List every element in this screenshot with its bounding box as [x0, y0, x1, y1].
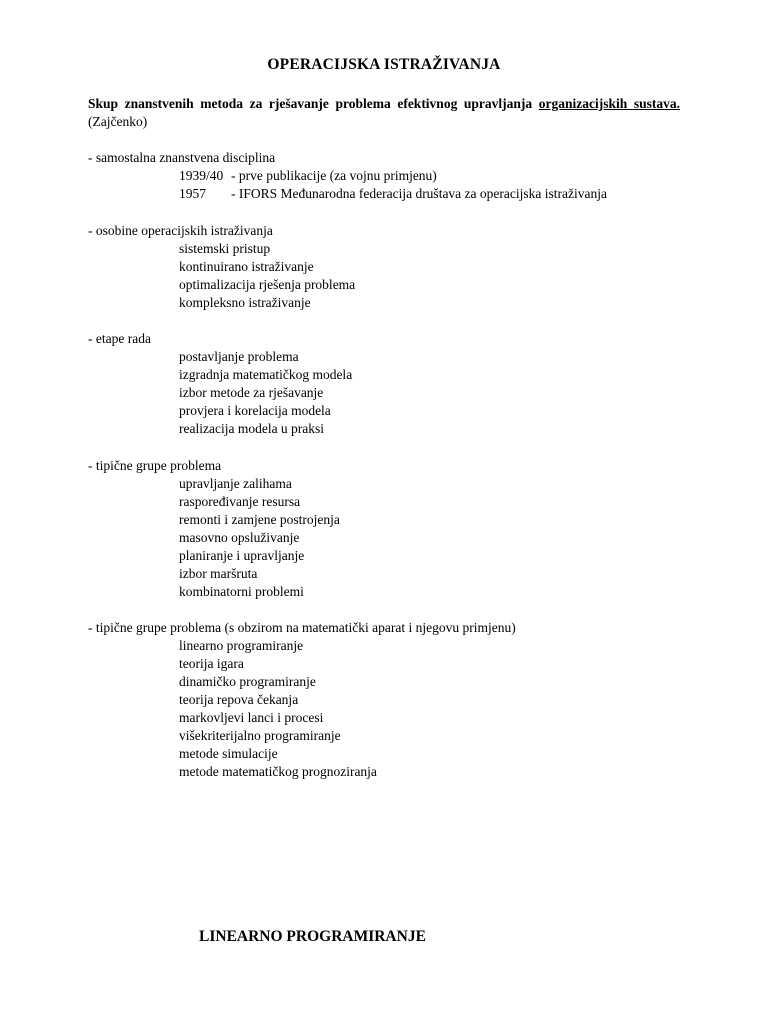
- list-item: markovljevi lanci i procesi: [179, 710, 324, 725]
- list-item: remonti i zamjene postrojenja: [179, 512, 340, 527]
- list-item: upravljanje zalihama: [179, 476, 292, 491]
- list-item: sistemski pristup: [179, 241, 271, 256]
- definition-underlined-text: organizacijskih sustava.: [538, 96, 680, 111]
- list-item: optimalizacija rješenja problema: [179, 277, 356, 292]
- section-heading: - etape rada: [88, 331, 151, 346]
- definition-bold-text: Skup znanstvenih metoda za rješavanje problema efektivnog upravljanja: [88, 96, 533, 111]
- list-item: kontinuirano istraživanje: [179, 259, 314, 274]
- list-item: raspoređivanje resursa: [179, 494, 301, 509]
- list-item: planiranje i upravljanje: [179, 548, 305, 563]
- list-item: linearno programiranje: [179, 638, 304, 653]
- list-item: kombinatorni problemi: [179, 584, 304, 599]
- list-item: izbor metode za rješavanje: [179, 385, 324, 400]
- history-year: 1939/40: [179, 168, 224, 183]
- list-item: provjera i korelacija modela: [179, 403, 331, 418]
- list-item: teorija igara: [179, 656, 244, 671]
- history-row: [179, 185, 607, 203]
- list-item: izgradnja matematičkog modela: [179, 367, 353, 382]
- list-item: masovno opsluživanje: [179, 530, 300, 545]
- list-item: kompleksno istraživanje: [179, 295, 311, 310]
- list-item: izbor maršruta: [179, 566, 258, 581]
- list-item: višekriterijalno programiranje: [179, 728, 341, 743]
- history-text: - IFORS Međunarodna federacija društava za operacijska istraživanja: [231, 186, 607, 201]
- history-year: 1957: [179, 186, 206, 201]
- page-title: OPERACIJSKA ISTRAŽIVANJA: [267, 56, 501, 73]
- section-heading: - tipične grupe problema (s obzirom na matematički aparat i njegovu primjenu): [88, 620, 516, 635]
- list-item: dinamičko programiranje: [179, 674, 316, 689]
- list-item: teorija repova čekanja: [179, 692, 299, 707]
- list-item: postavljanje problema: [179, 349, 299, 364]
- list-item: metode simulacije: [179, 746, 278, 761]
- section-title: LINEARNO PROGRAMIRANJE: [199, 928, 426, 945]
- section-heading: - samostalna znanstvena disciplina: [88, 150, 276, 165]
- section-heading: - osobine operacijskih istraživanja: [88, 223, 273, 238]
- history-row: [179, 167, 437, 185]
- definition-paragraph: [88, 95, 680, 131]
- history-text: - prve publikacije (za vojnu primjenu): [231, 168, 437, 183]
- section-heading: - tipične grupe problema: [88, 458, 222, 473]
- list-item: realizacija modela u praksi: [179, 421, 325, 436]
- list-item: metode matematičkog prognoziranja: [179, 764, 377, 779]
- definition-author: (Zajčenko): [88, 114, 148, 129]
